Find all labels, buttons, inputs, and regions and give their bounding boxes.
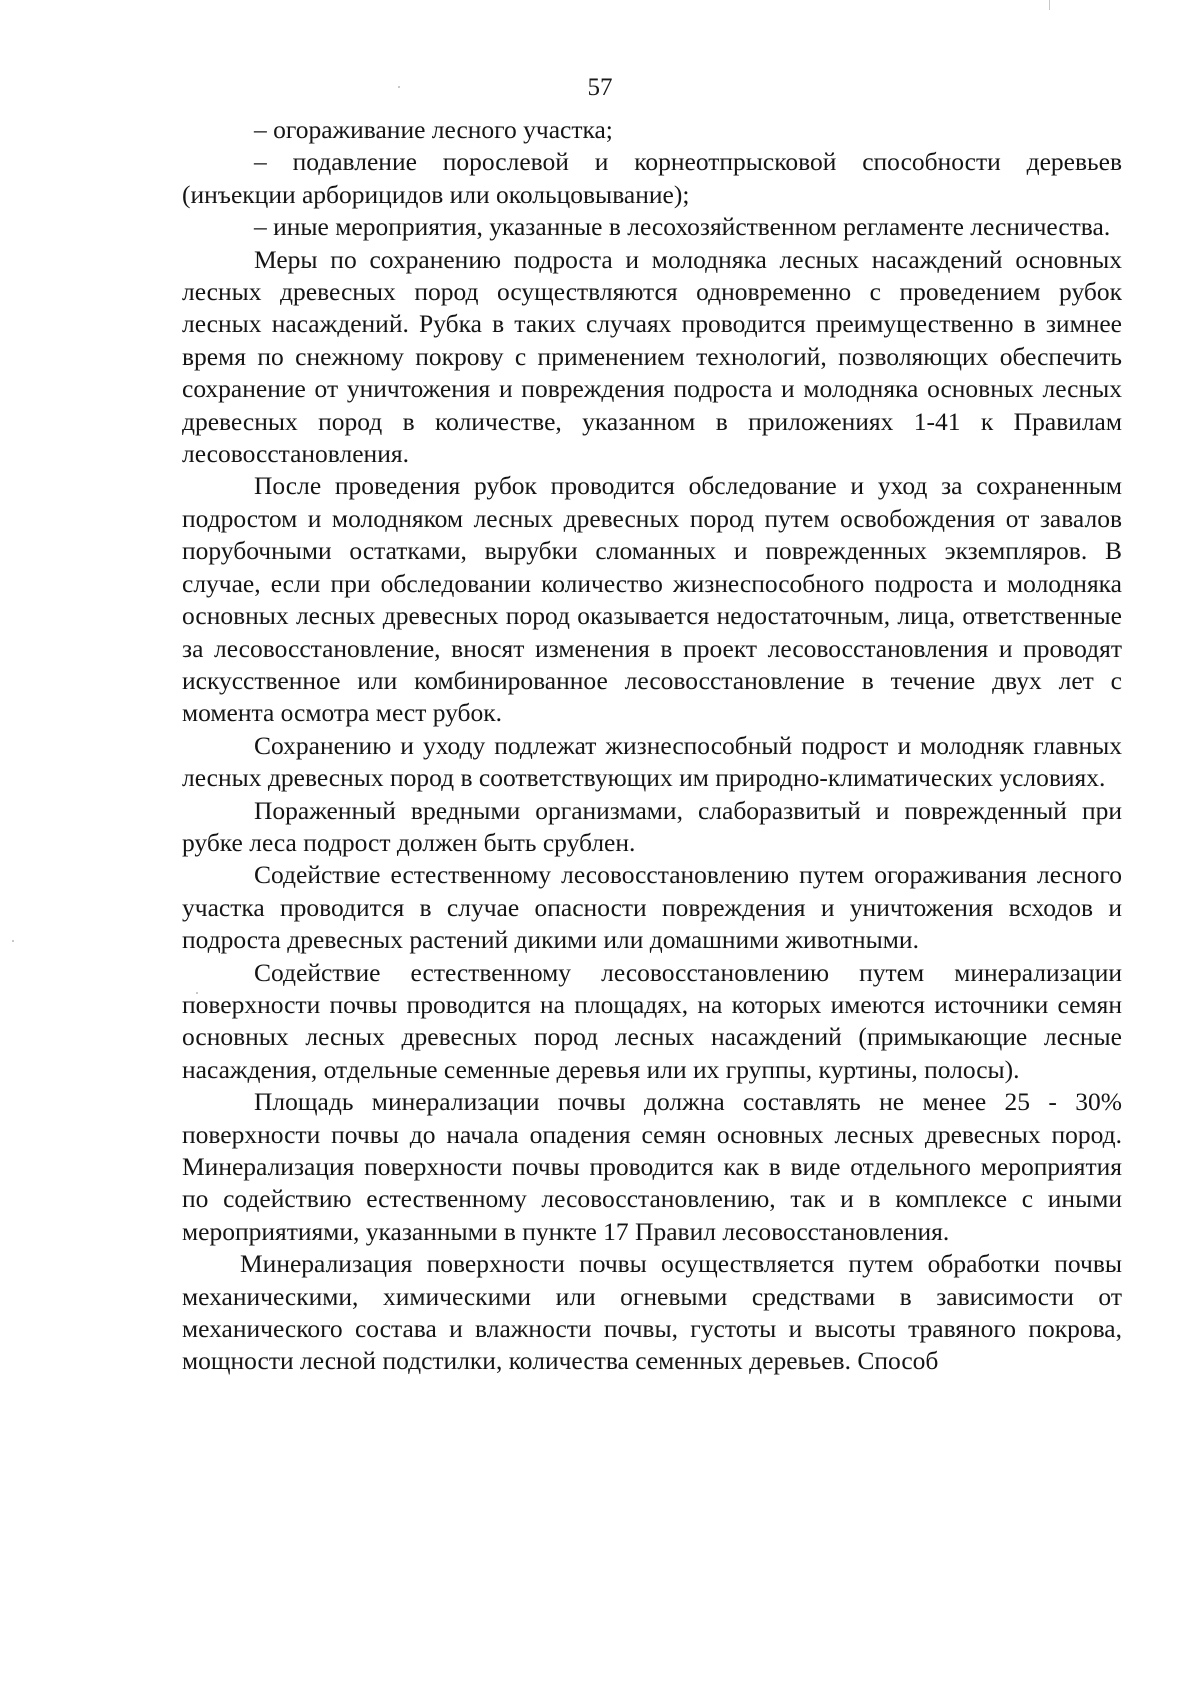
scan-edge-mark: [1049, 0, 1050, 10]
paragraph-fencing-assistance: Содействие естественному лесовосстановлению путем огораживания лесного участка проводится в случае опасности повреждения и уничтожения всходов и подроста древесных растений дикими или домашними животными.: [182, 860, 1122, 955]
list-item-other-measures: – иные мероприятия, указанные в лесохозяйственном регламенте лесничества.: [254, 212, 1111, 242]
paragraph-viable-undergrowth: Сохранению и уходу подлежат жизнеспособный подрост и молодняк главных лесных древесных пород в соответствующих им природно-климатических условиях.: [182, 730, 1122, 793]
paragraph-soil-mineralization: Содействие естественному лесовосстановлению путем минерализации поверхности почвы проводится на площадях, на которых имеются источники семян основных лесных древесных пород лесных насаждений (примыкающие лесные насаждения, отдельные семенные деревья или их группы, куртины, полосы).: [182, 957, 1122, 1084]
paragraph-damaged-undergrowth: Пораженный вредными организмами, слаборазвитый и поврежденный при рубке леса подрост должен быть срублен.: [182, 795, 1122, 857]
document-body: [182, 114, 1122, 1378]
scan-speck: [12, 940, 14, 942]
paragraph-mineralization-methods: Минерализация поверхности почвы осуществляется путем обработки почвы механическими, химическими или огневыми средствами в зависимости от механического состава и влажности почвы, густоты и высоты травяного покрова, мощности лесной подстилки, количества семенных деревьев. Способ: [182, 1249, 1122, 1376]
page-number: 57: [587, 74, 613, 101]
paragraph-post-felling-care: После проведения рубок проводится обследование и уход за сохраненным подростом и молодняком лесных древесных пород путем освобождения от завалов порубочными остатками, вырубки сломанных и поврежденных экземпляров. В случае, если при обследовании количество жизнеспособного подроста и молодняка основных лесных древесных пород оказывается недостаточным, лица, ответственные за лесовосстановление, вносят изменения в проект лесовосстановления и проводят искусственное или комбинированное лесовосстановление в течение двух лет с момента осмотра мест рубок.: [182, 471, 1122, 728]
paragraph-mineralization-area: Площадь минерализации почвы должна составлять не менее 25 - 30% поверхности почвы до начала опадения семян основных лесных древесных пород. Минерализация поверхности почвы проводится как в виде отдельного мероприятия по содействию естественному лесовосстановлению, так и в комплексе с иными мероприятиями, указанными в пункте 17 Правил лесовосстановления.: [182, 1087, 1122, 1246]
paragraph-undergrowth-preservation: Меры по сохранению подроста и молодняка лесных насаждений основных лесных древесных пород осуществляются одновременно с проведением рубок лесных насаждений. Рубка в таких случаях проводится преимущественно в зимнее время по снежному покрову с применением технологий, позволяющих обеспечить сохранение от уничтожения и повреждения подроста и молодняка основных лесных древесных пород в количестве, указанном в приложениях 1-41 к Правилам лесовосстановления.: [182, 244, 1122, 469]
list-item-fencing: – огораживание лесного участка;: [254, 115, 613, 144]
list-item-suppression: – подавление порослевой и корнеотпрысковой способности деревьев (инъекции арборицидов или окольцовывание);: [182, 147, 1122, 209]
